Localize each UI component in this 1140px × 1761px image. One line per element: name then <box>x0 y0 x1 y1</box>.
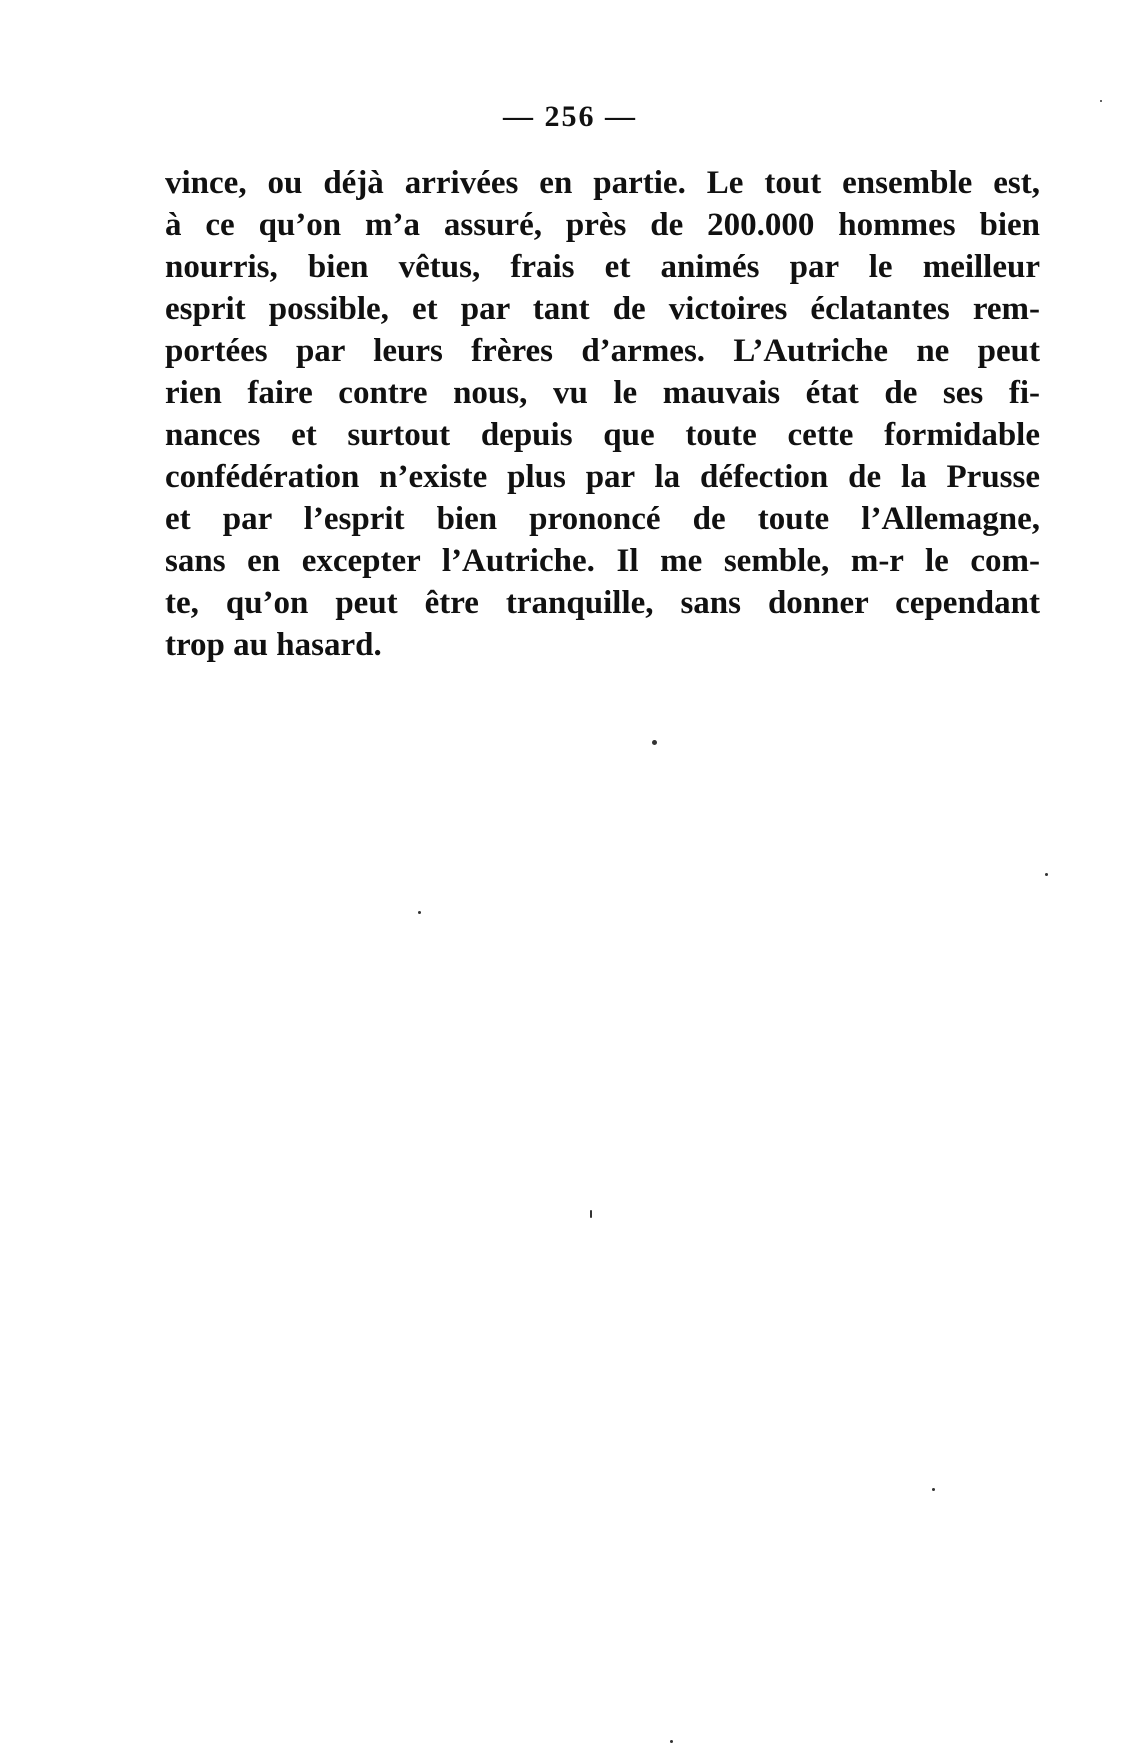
scan-speck <box>1100 100 1102 102</box>
page-number: — 256 — <box>503 100 637 133</box>
scan-speck <box>670 1740 673 1743</box>
scan-speck <box>590 1210 592 1218</box>
text-line: te, qu’on peut être tranquille, sans donner cependant <box>165 585 1040 621</box>
text-line: confédération n’existe plus par la défection de la Prusse <box>165 459 1040 495</box>
scan-speck <box>418 911 421 914</box>
text-line: vince, ou déjà arrivées en partie. Le tout ensemble est, <box>165 165 1040 201</box>
text-line: et par l’esprit bien prononcé de toute l’Allemagne, <box>165 501 1040 537</box>
text-line: rien faire contre nous, vu le mauvais état de ses fi- <box>165 375 1040 411</box>
text-line: à ce qu’on m’a assuré, près de 200.000 hommes bien <box>165 207 1040 243</box>
text-line: esprit possible, et par tant de victoires éclatantes rem- <box>165 291 1040 327</box>
text-line: portées par leurs frères d’armes. L’Autriche ne peut <box>165 333 1040 369</box>
scan-speck <box>652 740 657 745</box>
scan-speck <box>932 1488 935 1491</box>
body-text <box>165 162 1040 666</box>
text-line: trop au hasard. <box>165 627 382 663</box>
text-line: sans en excepter l’Autriche. Il me semble, m-r le com- <box>165 543 1040 579</box>
text-line: nourris, bien vêtus, frais et animés par le meilleur <box>165 249 1040 285</box>
scan-speck <box>1045 873 1048 876</box>
text-line: nances et surtout depuis que toute cette formidable <box>165 417 1040 453</box>
